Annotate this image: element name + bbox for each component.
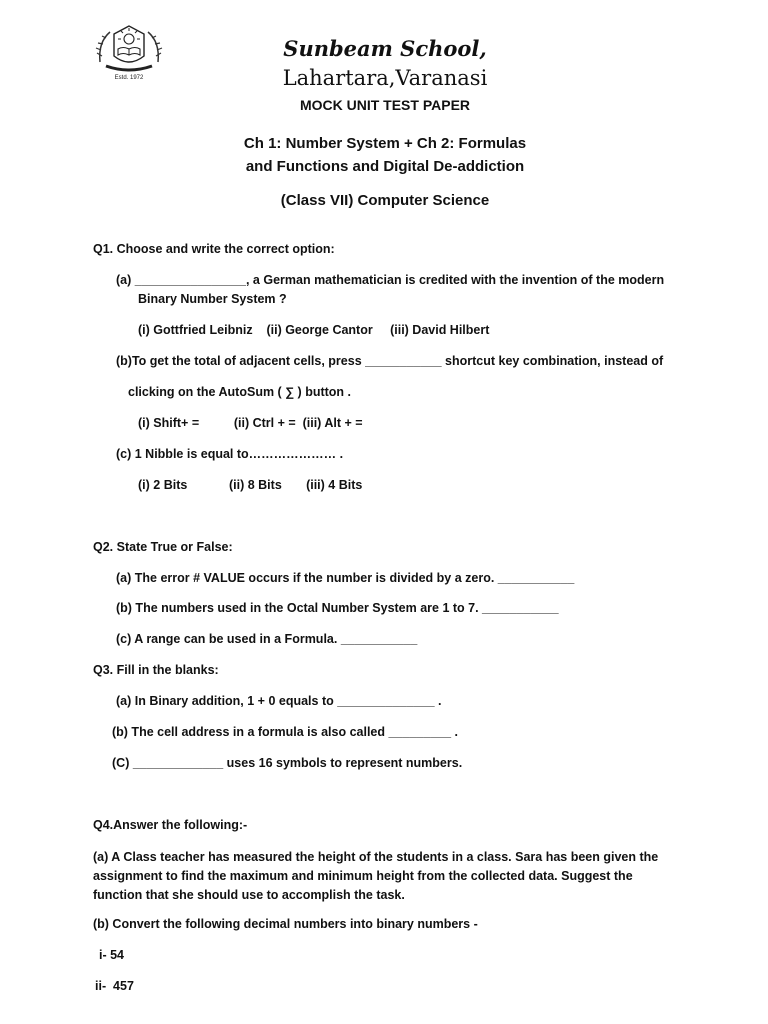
class-subject: (Class VII) Computer Science [280, 192, 490, 209]
paper-type: MOCK UNIT TEST PAPER [299, 97, 471, 113]
q1-b-options: (i) Shift+ = (ii) Ctrl + = (iii) Alt + = [138, 416, 363, 430]
chapters-heading [200, 132, 570, 178]
q1-a-line2: Binary Number System ? [138, 292, 287, 306]
q3-title: Q3. Fill in the blanks: [93, 663, 219, 677]
q4-b: (b) Convert the following decimal numbers into binary numbers - [93, 917, 478, 931]
q2-a: (a) The error # VALUE occurs if the number is divided by a zero. ___________ [116, 571, 575, 585]
established-year: Estd. 1972 [114, 75, 144, 81]
q4-a: (a) A Class teacher has measured the height of the students in a class. Sara has been given the assignment to find the maximum and minimum height from the collected data. Suggest the function that she should use to accomplish the task. [93, 850, 659, 902]
q1-b-line1: (b)To get the total of adjacent cells, press ___________ shortcut key combination, instead of [116, 354, 664, 368]
q2-title: Q2. State True or False: [93, 540, 233, 554]
school-name: Sunbeam School, [283, 36, 487, 61]
q4-title: Q4.Answer the following:- [93, 818, 248, 832]
q1-c-line1: (c) 1 Nibble is equal to………………… . [116, 447, 344, 461]
q1-b-line2: clicking on the AutoSum ( ∑ ) button . [128, 385, 352, 399]
q3-b: (b) The cell address in a formula is also called _________ . [112, 725, 458, 739]
q1-title: Q1. Choose and write the correct option: [93, 242, 335, 256]
q2-c: (c) A range can be used in a Formula. ___________ [116, 632, 418, 646]
q1-c-options: (i) 2 Bits (ii) 8 Bits (iii) 4 Bits [138, 478, 363, 492]
chapters-line-1: Ch 1: Number System + Ch 2: Formulas [243, 135, 527, 152]
chapters-line-2: and Functions and Digital De-addiction [245, 158, 525, 175]
q2-b: (b) The numbers used in the Octal Number System are 1 to 7. ___________ [116, 601, 559, 615]
q3-c: (C) _____________ uses 16 symbols to represent numbers. [112, 756, 463, 770]
school-city: Lahartara,Varanasi [282, 66, 488, 90]
q1-a-line1: (a) ________________, a German mathematician is credited with the invention of the modern [116, 273, 665, 287]
q1-a-options: (i) Gottfried Leibniz (ii) George Cantor (iii) David Hilbert [138, 323, 490, 337]
school-crest-icon [92, 22, 166, 74]
q3-a: (a) In Binary addition, 1 + 0 equals to ______________ . [116, 694, 442, 708]
q4-b-ii: ii- 457 [95, 979, 134, 993]
school-logo [92, 22, 166, 81]
q4-b-i: i- 54 [99, 948, 125, 962]
